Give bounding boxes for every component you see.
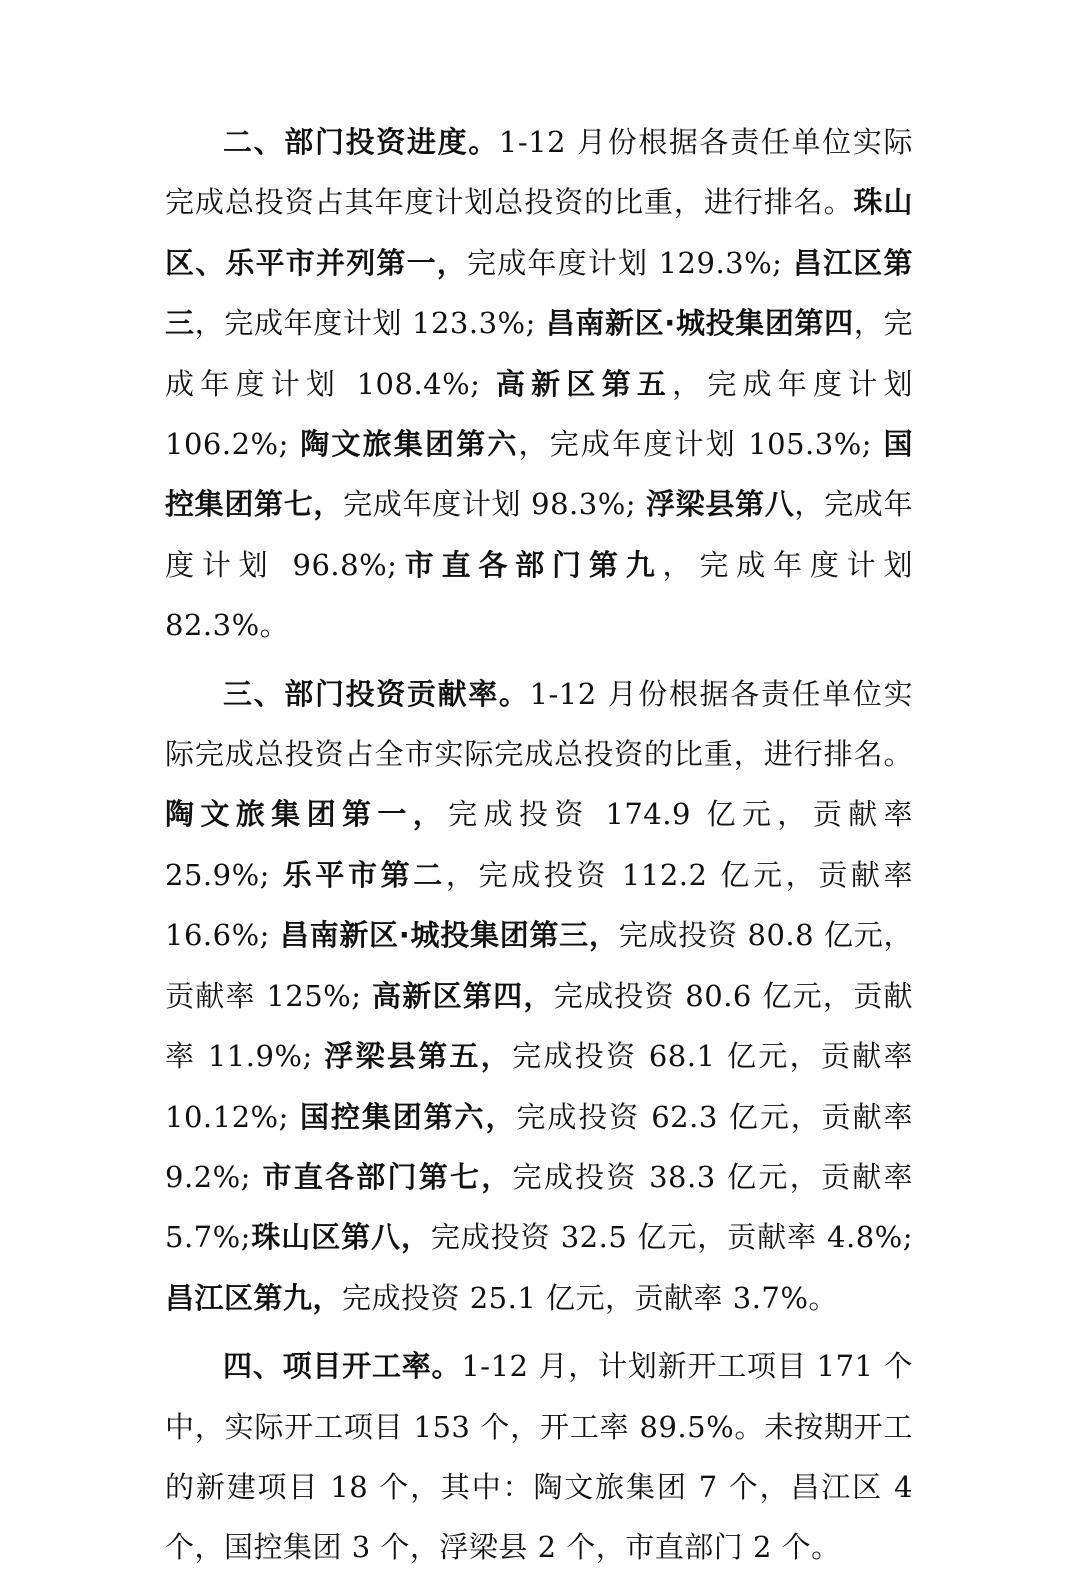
body-text: 完成投资 25.1 亿元，贡献率 3.7%。 [342, 1280, 838, 1315]
body-text: 完成投资 68.1 亿元，贡献率 10.12%; [165, 1039, 913, 1134]
body-text: ，完成年度计划 82.3%。 [165, 547, 913, 643]
ranking-entry: 昌南新区·城投集团第四 [545, 306, 854, 341]
ranking-entry: 陶文旅集团第一， [165, 797, 449, 832]
body-text: 完成投资 174.9 亿元，贡献率 25.9%; [165, 797, 913, 892]
body-text: 完成年度计划 129.3%; [467, 245, 793, 280]
ranking-entry: 乐平市第二 [282, 857, 446, 892]
body-text: ，完成年度计划 105.3%; [518, 427, 884, 462]
body-text: 完成投资 38.3 亿元，贡献率 5.7%; [165, 1159, 913, 1255]
ranking-entry: 高新区第五 [495, 366, 673, 401]
body-text: ，完成年度计划 123.3%; [194, 306, 546, 341]
body-text: ，完成年度计划 96.8%; [165, 487, 913, 582]
document-body [165, 112, 913, 1578]
ranking-entry: 陶文旅集团第六 [300, 427, 519, 462]
section-heading: 四、项目开工率。 [223, 1349, 462, 1384]
body-text: 1-12 月，计划新开工项目 171 个中，实际开工项目 153 个，开工率 89.5%。未按期开工的新建项目 18 个，其中：陶文旅集团 7 个，昌江区 4 个，国控集团 3 个，浮梁县 2 个，市直部门 2 个。 [165, 1349, 913, 1565]
body-text: ，完成投资 112.2 亿元，贡献率 16.6%; [165, 857, 913, 953]
ranking-entry: 昌江区第三 [165, 245, 913, 341]
body-text: ，完成年度计划 108.4%; [165, 306, 913, 401]
section-dept-investment-contribution [165, 664, 913, 1328]
body-text: 完成年度计划 98.3%; [343, 487, 646, 522]
body-text: ，完成年度计划 106.2%; [165, 366, 913, 462]
ranking-entry: 浮梁县第八 [645, 487, 795, 522]
body-text: 完成投资 62.3 亿元，贡献率 9.2%; [165, 1099, 913, 1194]
section-heading: 三、部门投资贡献率。 [223, 676, 530, 711]
ranking-entry: 浮梁县第五， [324, 1039, 513, 1074]
body-text: 完成投资 80.6 亿元，贡献率 11.9%; [165, 978, 913, 1074]
body-text: 完成投资 32.5 亿元，贡献率 4.8%; [430, 1220, 913, 1255]
ranking-entry: 珠山区第八， [250, 1220, 431, 1255]
ranking-entry: 国控集团第六， [299, 1099, 517, 1134]
ranking-entry: 市直各部门第九 [397, 547, 663, 582]
body-text: 完成投资 80.8 亿元，贡献率 125%; [165, 918, 913, 1013]
ranking-entry: 昌南新区·城投集团第三， [279, 918, 619, 953]
section-project-start-rate [165, 1336, 913, 1578]
ranking-entry: 高新区第四， [372, 978, 554, 1013]
section-dept-investment-progress [165, 112, 913, 656]
ranking-entry: 珠山区、乐平市并列第一， [165, 185, 913, 280]
ranking-entry: 市直各部门第七， [262, 1159, 513, 1194]
body-text: 1-12 月份根据各责任单位实际完成总投资占其年度计划总投资的比重，进行排名。 [165, 125, 913, 220]
section-heading: 二、部门投资进度。 [223, 125, 499, 159]
ranking-entry: 国控集团第七， [165, 427, 913, 522]
ranking-entry: 昌江区第九， [165, 1280, 343, 1315]
body-text: 1-12 月份根据各责任单位实际完成总投资占全市实际完成总投资的比重，进行排名。 [165, 676, 913, 772]
